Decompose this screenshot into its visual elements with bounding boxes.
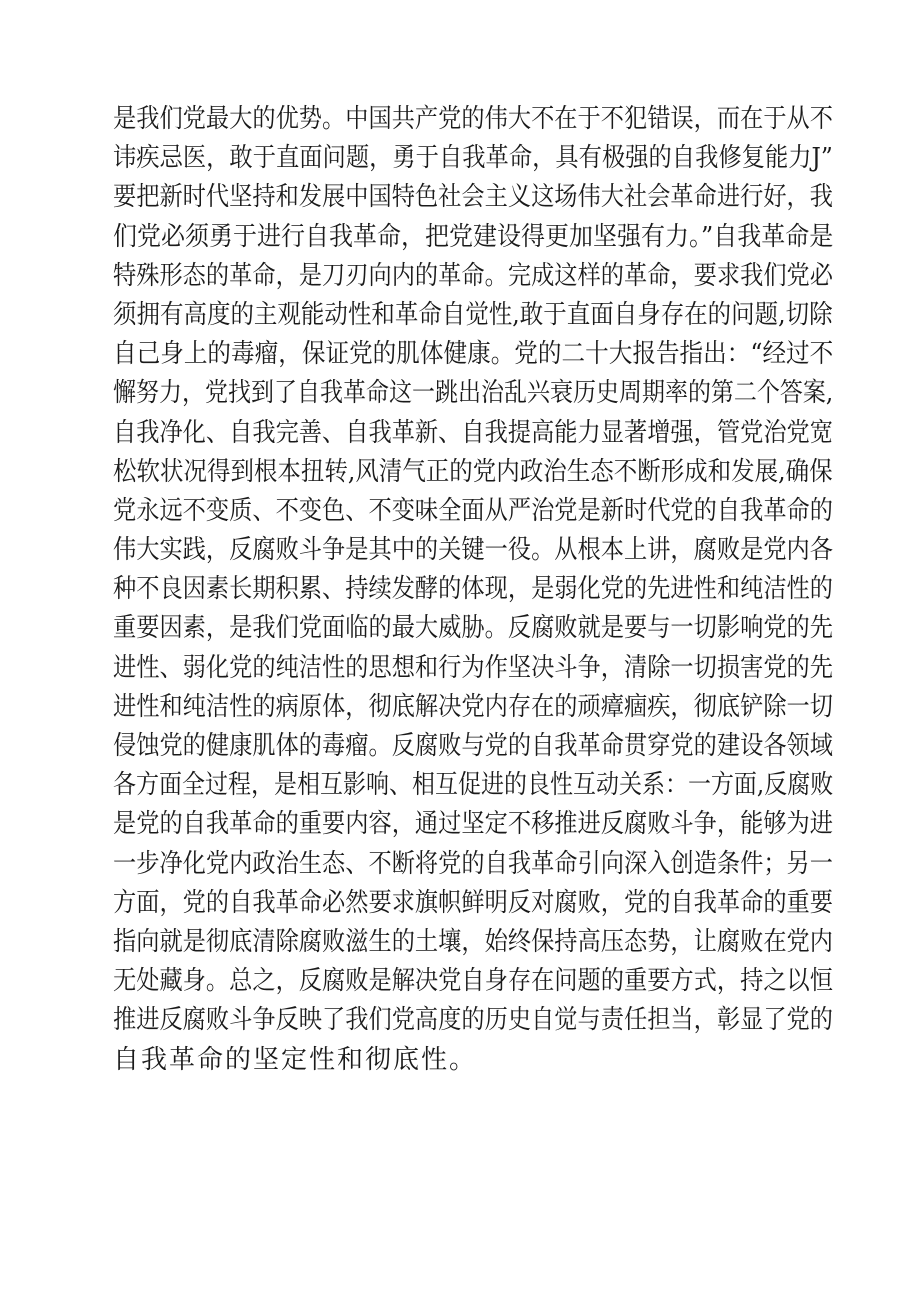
- text-line-4: 们党必须勇于进行自我革命，把党建设得更加坚强有力。”自我革命是: [113, 221, 834, 252]
- text-line-16: 进性和纯洁性的病原体，彻底解决党内存在的顽瘴痼疾，彻底铲除一切: [113, 691, 834, 722]
- text-line-17: 侵蚀党的健康肌体的毒瘤。反腐败与党的自我革命贯穿党的建设各领域: [113, 731, 834, 761]
- text-line-23: 无处藏身。总之，反腐败是解决党自身存在问题的重要方式，持之以恒: [113, 966, 834, 997]
- text-line-19: 是党的自我革命的重要内容，通过坚定不移推进反腐败斗争，能够为进: [113, 809, 834, 840]
- text-line-13: 种不良因素长期积累、持续发酵的体现，是弱化党的先进性和纯洁性的: [113, 574, 834, 605]
- text-line-6: 须拥有高度的主观能动性和革命自觉性,敢于直面自身存在的问题,切除: [113, 299, 833, 330]
- text-line-1: 是我们党最大的优势。中国共产党的伟大不在于不犯错误，而在于从不: [113, 104, 834, 134]
- text-line-2: 讳疾忌医，敢于直面问题，勇于自我革命，具有极强的自我修复能力J”: [113, 143, 833, 174]
- text-line-15: 进性、弱化党的纯洁性的思想和行为作坚决斗争，清除一切损害党的先: [113, 652, 834, 683]
- text-line-14: 重要因素，是我们党面临的最大威胁。反腐败就是要与一切影响党的先: [113, 613, 834, 644]
- text-line-3: 要把新时代坚持和发展中国特色社会主义这场伟大社会革命进行好，我: [113, 182, 834, 213]
- text-line-8: 懈努力，党找到了自我革命这一跳出治乱兴衰历史周期率的第二个答案,: [113, 378, 834, 409]
- text-line-5: 特殊形态的革命，是刀刃向内的革命。完成这样的革命，要求我们党必: [113, 260, 834, 291]
- text-line-10: 松软状况得到根本扭转,风清气正的党内政治生态不断形成和发展,确保: [113, 456, 833, 487]
- body-paragraph: [113, 100, 833, 1080]
- text-line-7: 自己身上的毒瘤，保证党的肌体健康。党的二十大报告指出：“经过不: [113, 339, 834, 370]
- text-line-22: 指向就是彻底清除腐败滋生的土壤，始终保持高压态势，让腐败在党内: [113, 926, 834, 957]
- text-line-12: 伟大实践，反腐败斗争是其中的关键一役。从根本上讲，腐败是党内各: [113, 535, 834, 566]
- text-line-20: 一步净化党内政治生态、不断将党的自我革命引向深入创造条件；另一: [113, 848, 834, 879]
- text-line-24: 推进反腐败斗争反映了我们党高度的历史自觉与责任担当，彰显了党的: [113, 1005, 834, 1036]
- text-line-21: 方面，党的自我革命必然要求旗帜鲜明反对腐败，党的自我革命的重要: [113, 887, 834, 918]
- text-line-11: 党永远不变质、不变色、不变味全面从严治党是新时代党的自我革命的: [113, 495, 834, 526]
- text-line-9: 自我净化、自我完善、自我革新、自我提高能力显著增强，管党治党宽: [113, 417, 834, 448]
- text-line-25: 自我革命的坚定性和彻底性。: [113, 1044, 478, 1075]
- text-line-18: 各方面全过程，是相互影响、相互促进的良性互动关系：一方面,反腐败: [113, 770, 834, 801]
